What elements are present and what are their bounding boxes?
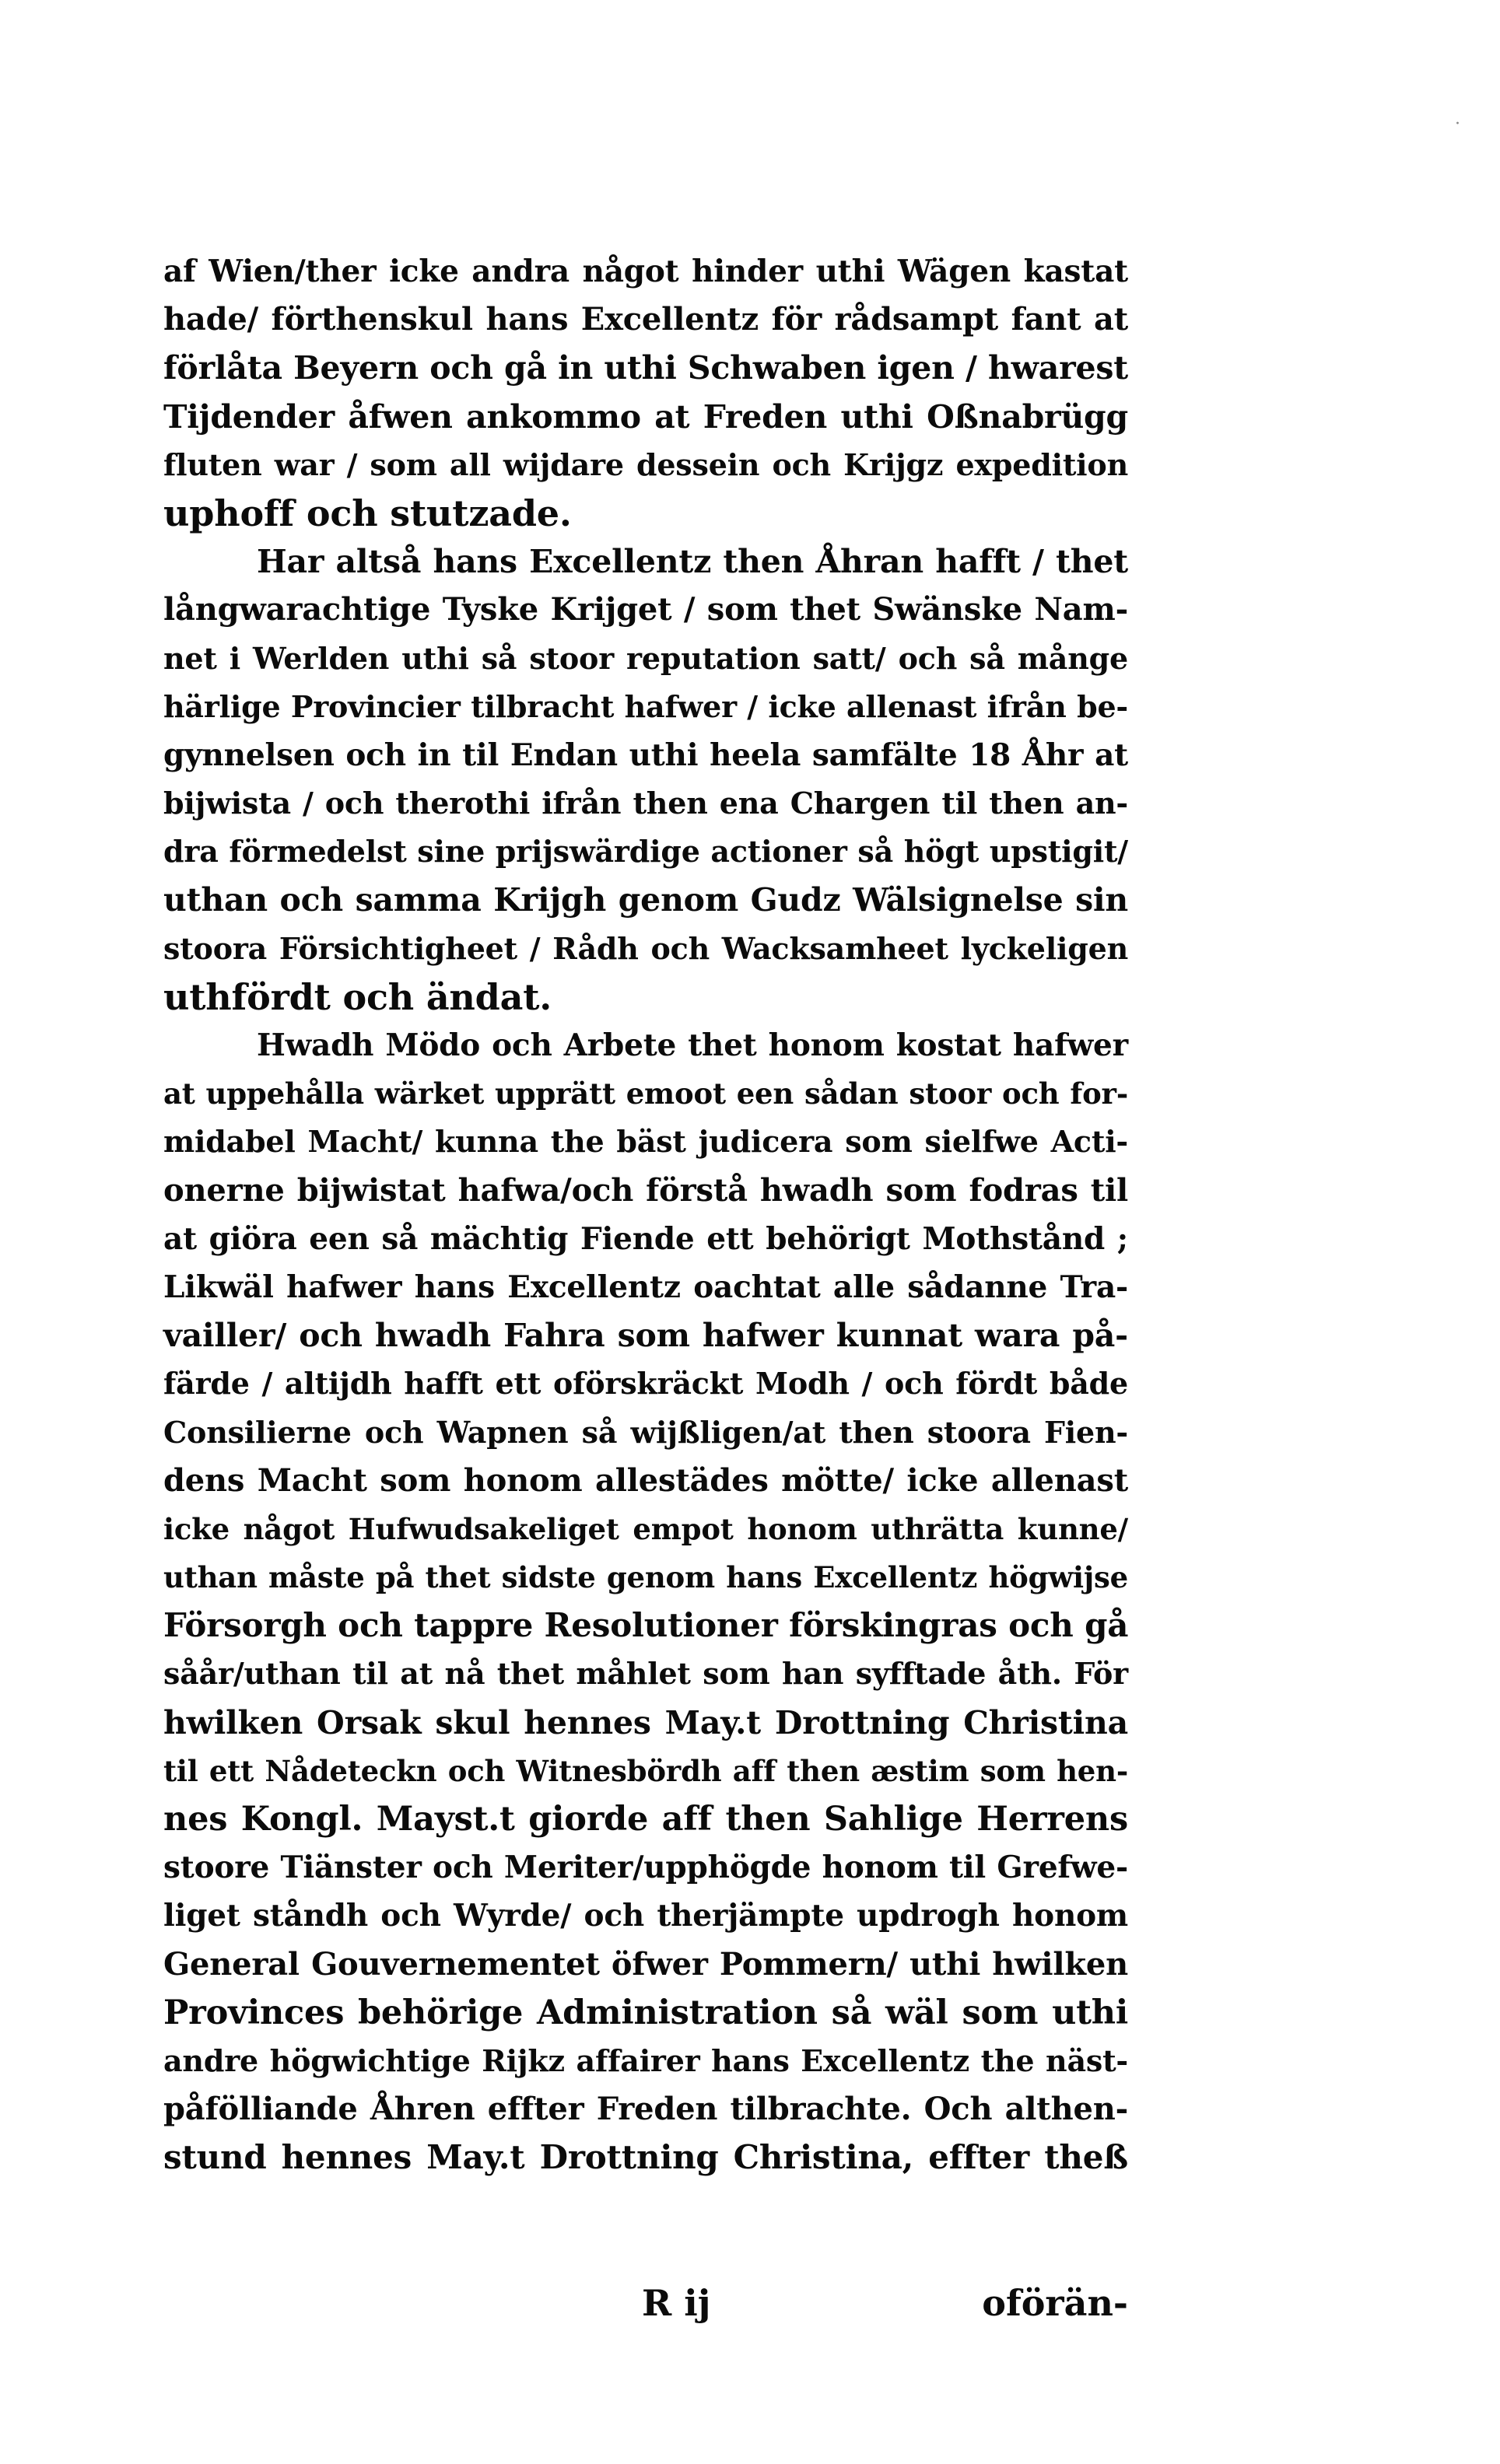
text-line: såår/uthan til at nå thet måhlet som han syfftade åth. För bbox=[163, 1656, 1128, 1692]
body-text bbox=[163, 247, 1128, 2182]
page-speck-mark: · bbox=[1455, 114, 1460, 134]
text-line: icke något Hufwudsakeliget empot honom uthrätta kunne/ bbox=[163, 1511, 1128, 1546]
text-line: til ett Nådeteckn och Witnesbördh aff then æstim som hen- bbox=[163, 1753, 1128, 1788]
text-line: uthan och samma Krijgh genom Gudz Wälsignelse sin bbox=[163, 881, 1128, 919]
text-line: General Gouvernementet öfwer Pommern/ uthi hwilken bbox=[163, 1945, 1128, 1983]
text-line: Consilierne och Wapnen så wijßligen/at then stoora Fien- bbox=[163, 1414, 1128, 1450]
text-line: onerne bijwistat hafwa/och förstå hwadh som fodras til bbox=[163, 1171, 1128, 1209]
text-line: Likwäl hafwer hans Excellentz oachtat alle sådanne Tra- bbox=[163, 1269, 1128, 1305]
text-line: net i Werlden uthi så stoor reputation satt/ och så månge bbox=[163, 640, 1128, 676]
text-line: Tijdender åfwen ankommo at Freden uthi Oßnabrügg bbox=[163, 397, 1128, 436]
text-line: fluten war / som all wijdare dessein och Krijgz expedition bbox=[163, 446, 1128, 482]
catchword: oförän- bbox=[982, 2282, 1128, 2324]
text-line: stoora Försichtigheet / Rådh och Wacksamheet lyckeligen bbox=[163, 930, 1128, 966]
text-line: färde / altijdh hafft ett oförskräckt Modh / och fördt både bbox=[163, 1366, 1128, 1402]
text-line: hwilken Orsak skul hennes May.t Drottning Christina bbox=[163, 1703, 1128, 1741]
paragraph-start-line: Har altså hans Excellentz then Åhran hafft / thet bbox=[257, 543, 1128, 581]
text-line: andre högwichtige Rijkz affairer hans Excellentz the näst- bbox=[163, 2042, 1128, 2078]
text-line: af Wien/ther icke andra något hinder uthi Wägen kastat bbox=[163, 254, 1128, 289]
text-line: stoore Tiänster och Meriter/upphögde honom til Grefwe- bbox=[163, 1850, 1128, 1886]
signature-mark: R ij bbox=[642, 2282, 711, 2324]
page-footer bbox=[163, 2279, 1128, 2333]
text-line: gynnelsen och in til Endan uthi heela samfälte 18 Åhr at bbox=[163, 737, 1128, 773]
text-line: nes Kongl. Mayst.t giorde aff then Sahlige Herrens bbox=[163, 1800, 1128, 1839]
text-line: dra förmedelst sine prijswärdige actioner så högt upstigit/ bbox=[163, 834, 1128, 870]
text-line: påfölliande Åhren effter Freden tilbrachte. Och althen- bbox=[163, 2091, 1128, 2128]
text-line: förlåta Beyern och gå in uthi Schwaben igen / hwarest bbox=[163, 349, 1128, 387]
text-line: långwarachtige Tyske Krijget / som thet Swänske Nam- bbox=[163, 591, 1128, 628]
text-line: Försorgh och tappre Resolutioner förskingras och gå bbox=[163, 1606, 1129, 1645]
text-line: vailler/ och hwadh Fahra som hafwer kunnat wara på- bbox=[163, 1317, 1128, 1355]
text-line: stund hennes May.t Drottning Christina, effter theß bbox=[163, 2138, 1128, 2177]
text-line: bijwista / och therothi ifrån then ena Chargen til then an- bbox=[163, 786, 1128, 821]
text-line: midabel Macht/ kunna the bäst judicera som sielfwe Acti- bbox=[163, 1124, 1128, 1160]
text-line: liget ståndh och Wyrde/ och therjämpte updrogh honom bbox=[163, 1898, 1128, 1934]
text-line: hade/ förthenskul hans Excellentz för rådsampt fant at bbox=[163, 301, 1128, 338]
text-line: dens Macht som honom allestädes mötte/ icke allenast bbox=[163, 1461, 1128, 1499]
text-line: at uppehålla wärket upprätt emoot een sådan stoor och for- bbox=[163, 1076, 1128, 1111]
text-line: uthfördt och ändat. bbox=[163, 975, 552, 1018]
text-line: härlige Provincier tilbracht hafwer / icke allenast ifrån be- bbox=[163, 688, 1128, 724]
text-line: at giöra een så mächtig Fiende ett behörigt Mothstånd ; bbox=[163, 1220, 1128, 1257]
text-line: Provinces behörige Administration så wäl som uthi bbox=[163, 1993, 1128, 2032]
text-line: uthan måste på thet sidste genom hans Excellentz högwijse bbox=[163, 1560, 1128, 1595]
text-line: uphoff och stutzade. bbox=[163, 492, 572, 534]
paragraph-start-line: Hwadh Mödo och Arbete thet honom kostat hafwer bbox=[257, 1027, 1128, 1063]
